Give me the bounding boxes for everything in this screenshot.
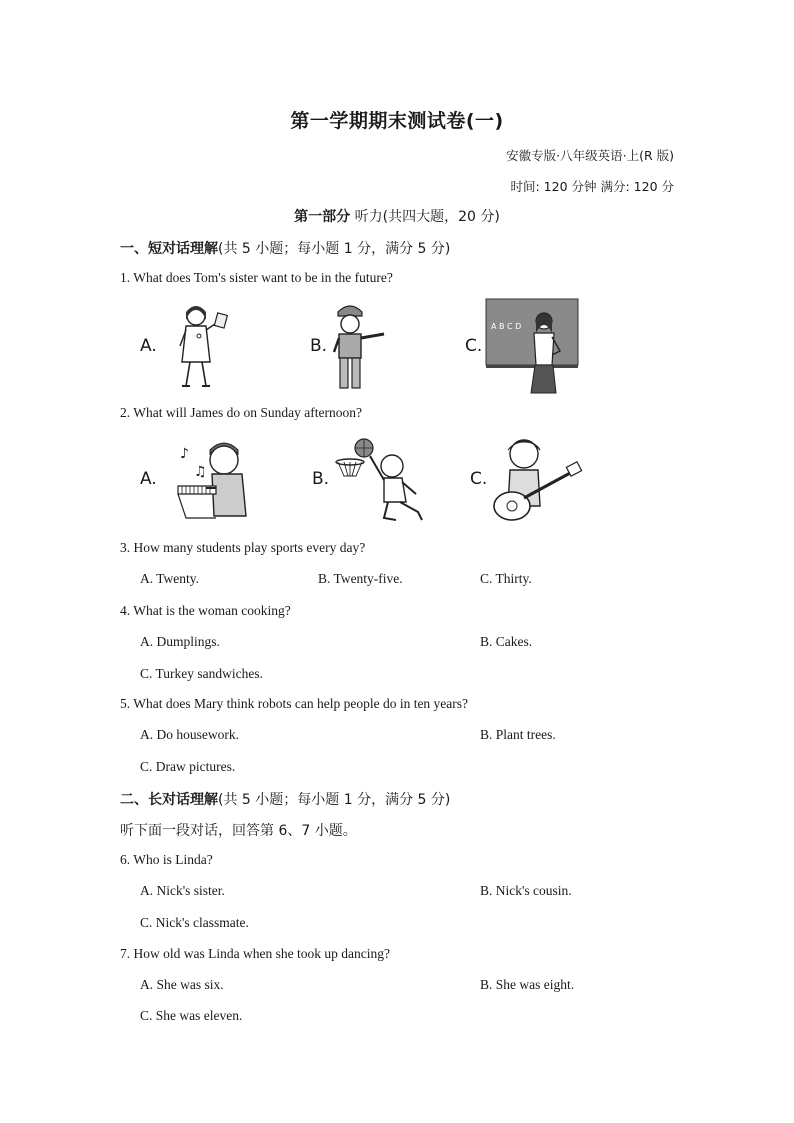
question-2: 2. What will James do on Sunday afternoon? — [120, 405, 362, 420]
page-title: 第一学期期末测试卷(一) — [290, 110, 504, 132]
q7-option-c[interactable]: C. She was eleven. — [140, 1008, 243, 1023]
q6-option-b[interactable]: B. Nick's cousin. — [480, 883, 572, 898]
q4-option-a[interactable]: A. Dumplings. — [140, 634, 220, 649]
section-1-heading — [120, 238, 450, 258]
q5-option-a[interactable]: A. Do housework. — [140, 727, 239, 742]
q3-option-b[interactable]: B. Twenty-five. — [318, 571, 403, 586]
q2-option-a[interactable]: A. — [140, 469, 157, 489]
doctor-icon — [172, 300, 232, 392]
q1-option-b[interactable]: B. — [310, 336, 328, 356]
question-1: 1. What does Tom's sister want to be in the future? — [120, 270, 393, 285]
q1-option-c[interactable]: C. — [465, 336, 483, 356]
question-6: 6. Who is Linda? — [120, 852, 213, 867]
question-4: 4. What is the woman cooking? — [120, 603, 291, 618]
q5-option-c[interactable]: C. Draw pictures. — [140, 759, 236, 774]
teacher-at-blackboard-icon — [486, 299, 578, 393]
q7-option-b[interactable]: B. She was eight. — [480, 977, 575, 992]
q5-option-b[interactable]: B. Plant trees. — [480, 727, 556, 742]
piano-player-icon — [176, 436, 252, 524]
blackboard-text: A B C D — [491, 322, 522, 331]
edition-label: 安徽专版·八年级英语·上(R 版) — [506, 148, 674, 163]
q2-option-c[interactable]: C. — [470, 469, 488, 489]
section-1-heading-bold: 一、短对话理解 — [120, 241, 218, 257]
part-heading — [0, 206, 794, 226]
question-3: 3. How many students play sports every day? — [120, 540, 366, 555]
section-2-heading-bold: 二、长对话理解 — [120, 792, 218, 808]
q4-option-b[interactable]: B. Cakes. — [480, 634, 533, 649]
question-5: 5. What does Mary think robots can help people do in ten years? — [120, 696, 469, 711]
guitar-player-icon — [490, 432, 586, 526]
policeman-icon — [330, 300, 390, 392]
q1-option-a[interactable]: A. — [140, 336, 157, 356]
part-heading-rest: 听力(共四大题，20 分) — [350, 209, 500, 225]
svg-text:♫: ♫ — [194, 464, 207, 480]
section-2-heading — [120, 789, 450, 809]
section-2-instruction: 听下面一段对话，回答第 6、7 小题。 — [120, 823, 357, 839]
basketball-player-icon — [334, 436, 434, 524]
svg-text:♪: ♪ — [180, 446, 189, 462]
section-2-heading-rest: (共 5 小题；每小题 1 分，满分 5 分) — [218, 792, 451, 808]
q3-option-a[interactable]: A. Twenty. — [140, 571, 200, 586]
time-score-label: 时间: 120 分钟 满分: 120 分 — [510, 179, 674, 194]
q4-option-c[interactable]: C. Turkey sandwiches. — [140, 666, 264, 681]
question-7: 7. How old was Linda when she took up dancing? — [120, 946, 390, 961]
q6-option-c[interactable]: C. Nick's classmate. — [140, 915, 249, 930]
q6-option-a[interactable]: A. Nick's sister. — [140, 883, 225, 898]
section-1-heading-rest: (共 5 小题；每小题 1 分，满分 5 分) — [218, 241, 451, 257]
q3-option-c[interactable]: C. Thirty. — [480, 571, 532, 586]
q7-option-a[interactable]: A. She was six. — [140, 977, 224, 992]
q2-option-b[interactable]: B. — [312, 469, 330, 489]
part-heading-bold: 第一部分 — [294, 209, 351, 225]
